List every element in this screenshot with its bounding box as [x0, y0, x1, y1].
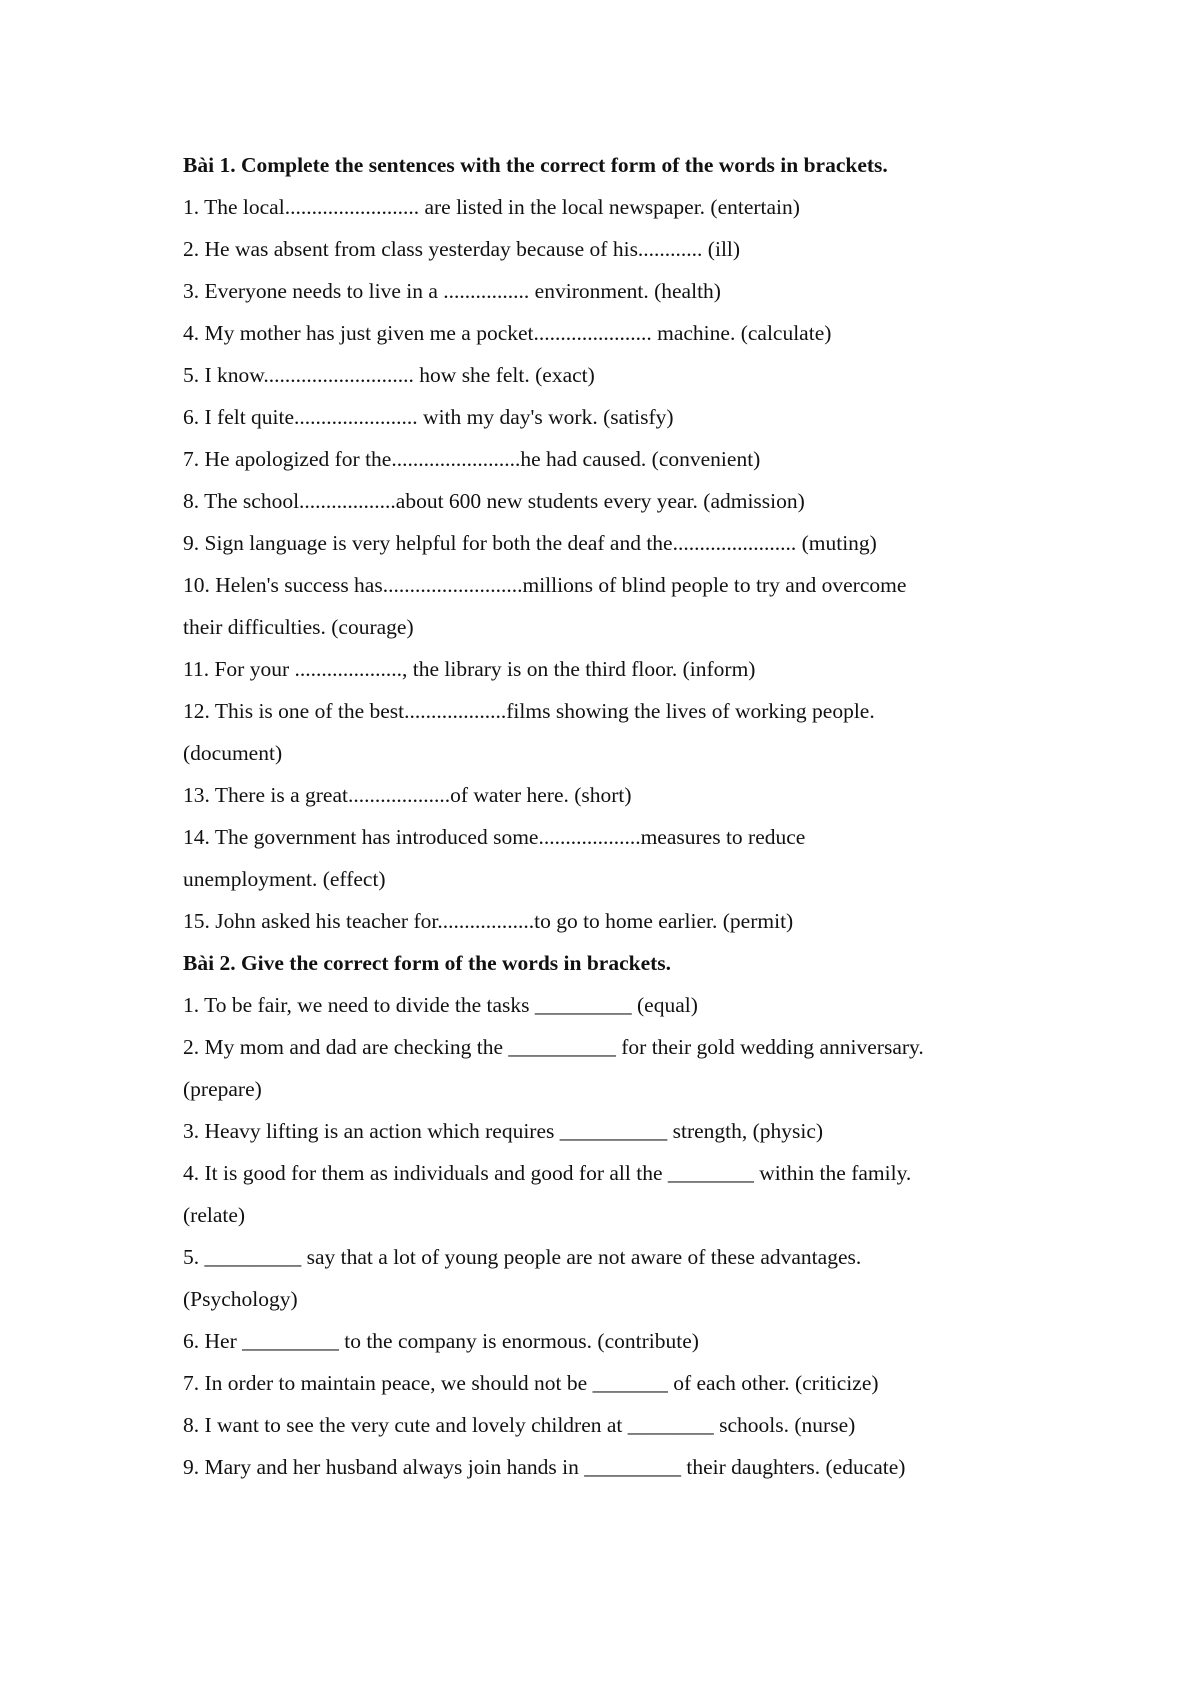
s1-q12: 12. This is one of the best...................films showing the lives of working people.: [183, 699, 875, 723]
worksheet-page: [183, 144, 1063, 1488]
s2-q9: 9. Mary and her husband always join hands in _________ their daughters. (educate): [183, 1455, 906, 1479]
s1-q12-cont: (document): [183, 741, 283, 765]
s1-q15: 15. John asked his teacher for..................to go to home earlier. (permit): [183, 909, 794, 933]
s1-q8: 8. The school..................about 600 new students every year. (admission): [183, 489, 805, 513]
s2-q6: 6. Her _________ to the company is enormous. (contribute): [183, 1329, 699, 1353]
s2-q5-cont: (Psychology): [183, 1287, 298, 1311]
s1-q4: 4. My mother has just given me a pocket...................... machine. (calculate): [183, 321, 832, 345]
s2-q4: 4. It is good for them as individuals and good for all the ________ within the family.: [183, 1161, 912, 1185]
section2-heading: Bài 2. Give the correct form of the words in brackets.: [183, 951, 672, 975]
s1-q9: 9. Sign language is very helpful for both the deaf and the....................... (muting): [183, 531, 877, 555]
s2-q2: 2. My mom and dad are checking the __________ for their gold wedding anniversary.: [183, 1035, 924, 1059]
s1-q1: 1. The local......................... are listed in the local newspaper. (entertain): [183, 195, 800, 219]
s1-q6: 6. I felt quite....................... with my day's work. (satisfy): [183, 405, 674, 429]
s1-q14-cont: unemployment. (effect): [183, 867, 386, 891]
s2-q2-cont: (prepare): [183, 1077, 262, 1101]
s1-q3: 3. Everyone needs to live in a ................ environment. (health): [183, 279, 721, 303]
s1-q10: 10. Helen's success has..........................millions of blind people to try and overcome: [183, 573, 907, 597]
s1-q10-cont: their difficulties. (courage): [183, 615, 414, 639]
s1-q13: 13. There is a great...................of water here. (short): [183, 783, 632, 807]
s2-q8: 8. I want to see the very cute and lovely children at ________ schools. (nurse): [183, 1413, 856, 1437]
s1-q11: 11. For your ...................., the library is on the third floor. (inform): [183, 657, 756, 681]
s2-q5: 5. _________ say that a lot of young people are not aware of these advantages.: [183, 1245, 862, 1269]
s1-q7: 7. He apologized for the........................he had caused. (convenient): [183, 447, 761, 471]
s2-q3: 3. Heavy lifting is an action which requires __________ strength, (physic): [183, 1119, 824, 1143]
s2-q7: 7. In order to maintain peace, we should not be _______ of each other. (criticize): [183, 1371, 879, 1395]
s1-q5: 5. I know............................ how she felt. (exact): [183, 363, 595, 387]
section1-heading: Bài 1. Complete the sentences with the correct form of the words in brackets.: [183, 153, 888, 177]
s2-q1: 1. To be fair, we need to divide the tasks _________ (equal): [183, 993, 698, 1017]
s1-q14: 14. The government has introduced some...................measures to reduce: [183, 825, 806, 849]
s2-q4-cont: (relate): [183, 1203, 246, 1227]
s1-q2: 2. He was absent from class yesterday because of his............ (ill): [183, 237, 741, 261]
